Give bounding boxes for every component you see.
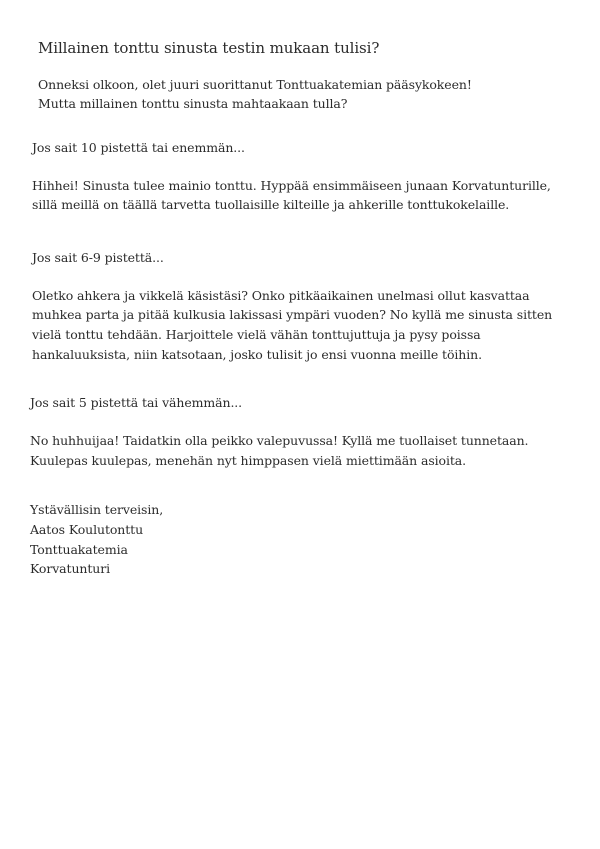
section-heading-mid-score: Jos sait 6-9 pistettä... — [32, 250, 164, 265]
section-text-line: sillä meillä on täällä tarvetta tuollaisille kilteille ja ahkerille tonttukokelaille. — [32, 197, 510, 212]
signature-closing: Ystävällisin terveisin, — [30, 502, 164, 517]
section-text-line: vielä tonttu tehdään. Harjoittele vielä vähän tonttujuttuja ja pysy poissa — [32, 327, 481, 342]
page-title: Millainen tonttu sinusta testin mukaan tulisi? — [38, 39, 380, 57]
section-text-line: Hihhei! Sinusta tulee mainio tonttu. Hyppää ensimmäiseen junaan Korvatunturille, — [32, 178, 551, 193]
section-text-line: muhkea parta ja pitää kulkusia lakissasi ympäri vuoden? No kyllä me sinusta sitten — [32, 307, 553, 322]
intro-line: Mutta millainen tonttu sinusta mahtaakaan tulla? — [38, 96, 348, 111]
section-heading-high-score: Jos sait 10 pistettä tai enemmän... — [32, 140, 245, 155]
signature-organization: Tonttuakatemia — [30, 542, 128, 557]
section-text-line: Kuulepas kuulepas, menehän nyt himppasen vielä miettimään asioita. — [30, 453, 467, 468]
signature-name: Aatos Koulutonttu — [30, 522, 144, 537]
section-text-line: Oletko ahkera ja vikkelä käsistäsi? Onko pitkäaikainen unelmasi ollut kasvattaa — [32, 288, 530, 303]
section-text-line: No huhhuijaa! Taidatkin olla peikko valepuvussa! Kyllä me tuollaiset tunnetaan. — [30, 433, 529, 448]
section-heading-low-score: Jos sait 5 pistettä tai vähemmän... — [30, 395, 243, 410]
signature-location: Korvatunturi — [30, 561, 110, 576]
intro-line: Onneksi olkoon, olet juuri suorittanut Tonttuakatemian pääsykokeen! — [38, 77, 472, 92]
section-text-line: hankaluuksista, niin katsotaan, josko tulisit jo ensi vuonna meille töihin. — [32, 347, 482, 362]
